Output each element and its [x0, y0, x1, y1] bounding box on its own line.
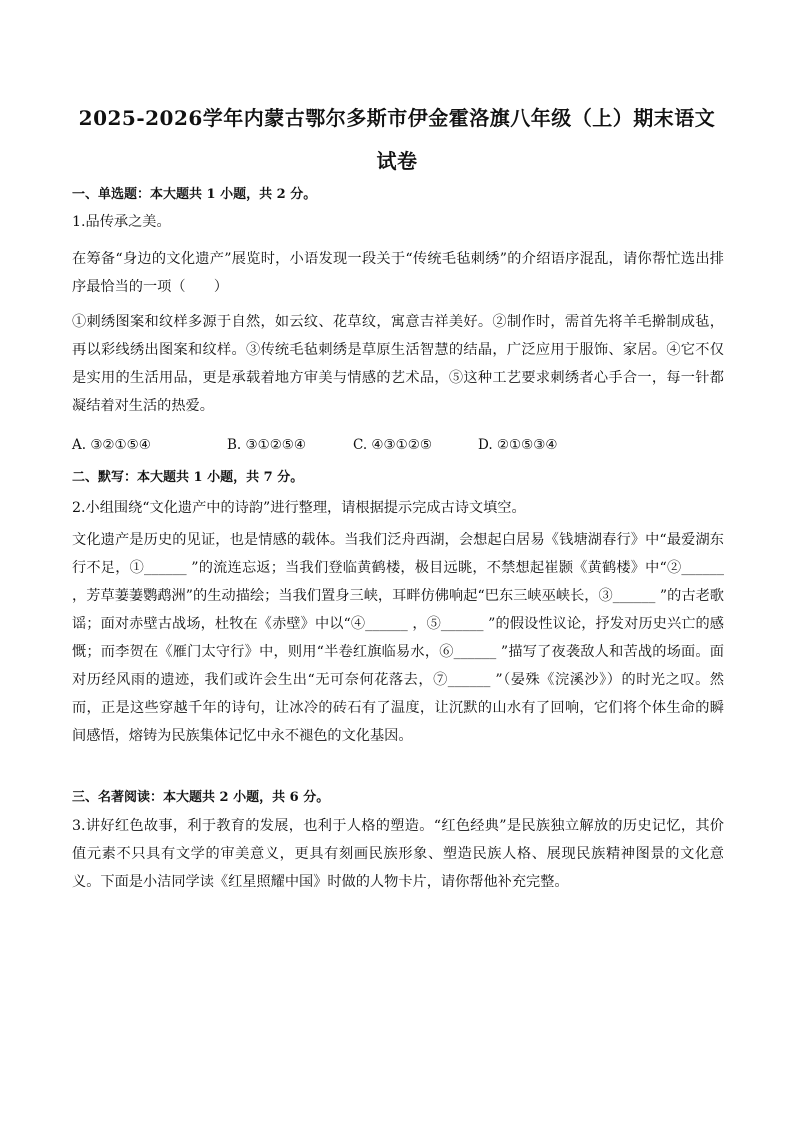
option-a[interactable]: A. ③②①⑤④	[72, 437, 151, 453]
question-1-passage: ①刺绣图案和纹样多源于自然，如云纹、花草纹，寓意吉祥美好。②制作时，需首先将羊毛擀制成毡，再以彩线绣出图案和纹样。③传统毛毡刺绣是草原生活智慧的结晶，广泛应用于服饰、家居。④它不仅是实用的生活用品，更是承载着地方审美与情感的艺术品，⑤这种工艺要求刺绣者心手合一，每一针都凝结着对生活的热爱。	[72, 314, 724, 414]
question-2-passage: 文化遗产是历史的见证，也是情感的载体。当我们泛舟西湖，会想起白居易《钱塘湖春行》中“最爱湖东行不足，①______ ”的流连忘返；当我们登临黄鹤楼，极目远眺，不禁想起崔颢《黄鹤楼》中“②______ ，芳草萋萋鹦鹉洲”的生动描绘；当我们置身三峡，耳畔仿佛响起“巴东三峡巫峡长，③______ ”的古老歌谣；面对赤壁古战场，杜牧在《赤壁》中以“④______ ，⑤______ ”的假设性议论，抒发对历史兴亡的感慨；而李贺在《雁门太守行》中，则用“半卷红旗临易水，⑥______ ”描写了夜袭敌人和苦战的场面。面对历经风雨的遗迹，我们或许会生出“无可奈何花落去，⑦______ ”（晏殊《浣溪沙》）的时光之叹。然而，正是这些穿越千年的诗句，让冰冷的砖石有了温度，让沉默的山水有了回响，它们将个体生命的瞬间感悟，熔铸为民族集体记忆中永不褪色的文化基因。	[72, 532, 724, 744]
question-1-title: 1.品传承之美。	[72, 214, 171, 230]
question-3-passage: 3.讲好红色故事，利于教育的发展，也利于人格的塑造。“红色经典”是民族独立解放的历史记忆，其价值元素不只具有文学的审美意义，更具有刻画民族形象、塑造民族人格、展现民族精神图景的文化意义。下面是小洁同学读《红星照耀中国》时做的人物卡片，请你帮他补充完整。	[72, 818, 724, 890]
section-1-heading: 一、单选题：本大题共 1 小题，共 2 分。	[72, 187, 317, 202]
question-2-title: 2.小组围绕“文化遗产中的诗韵”进行整理，请根据提示完成古诗文填空。	[72, 500, 526, 516]
option-c[interactable]: C. ④③①②⑤	[353, 437, 432, 453]
exam-title-line-2: 试卷	[376, 149, 418, 173]
option-b[interactable]: B. ③①②⑤④	[227, 437, 307, 453]
exam-title-line-1: 2025-2026学年内蒙古鄂尔多斯市伊金霍洛旗八年级（上）期末语文	[78, 106, 716, 130]
question-1-stem: 在筹备“身边的文化遗产”展览时，小语发现一段关于“传统毛毡刺绣”的介绍语序混乱，请你帮忙选出排序最恰当的一项（ ）	[72, 251, 724, 295]
section-3-heading: 三、名著阅读：本大题共 2 小题，共 6 分。	[72, 790, 330, 805]
option-d[interactable]: D. ②①⑤③④	[478, 437, 558, 453]
section-2-heading: 二、默写：本大题共 1 小题，共 7 分。	[72, 470, 304, 485]
